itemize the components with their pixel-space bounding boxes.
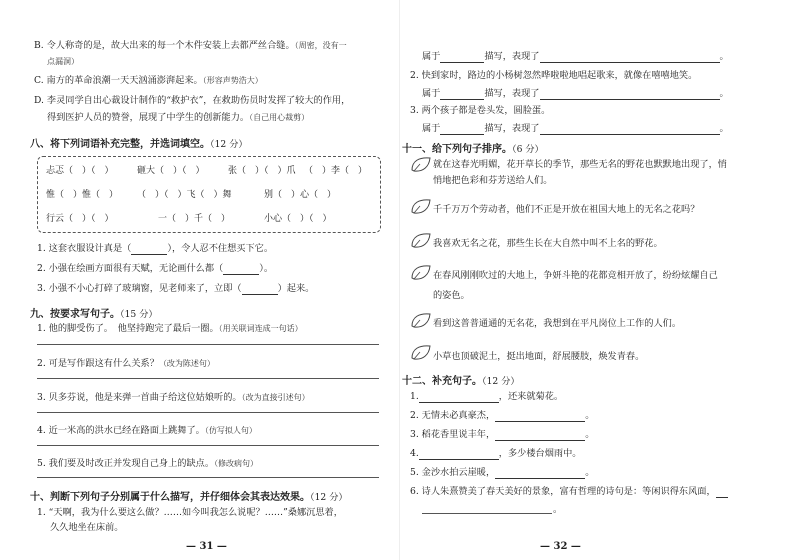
fill-blank[interactable]: [131, 244, 167, 255]
q10-title: 十、判断下列句子分别属于什么描写，并仔细体会其表达效果。: [30, 492, 310, 503]
q12-item-4-a: 4.: [410, 448, 419, 459]
q11-item-5: 看到这普普通通的无名花，我想到在平凡岗位上工作的人们。: [433, 318, 682, 329]
grid-cell: 惟（ ）惟（ ）: [46, 190, 119, 200]
answer-line[interactable]: [37, 344, 379, 345]
fill-blank[interactable]: [540, 52, 720, 63]
q9-item-3-text: 3. 贝多芬说，他是来弹一首曲子给这位姑娘听的。: [37, 392, 242, 403]
leaf-answer-box[interactable]: [410, 312, 432, 330]
q8-item-2-b: ）。: [259, 263, 274, 274]
q9-item-3: [37, 391, 310, 404]
q10-item-2: 2. 快到家时，路边的小杨树忽然哗啦啦地唱起歌来，就像在嘻嘻地笑。: [410, 70, 698, 81]
leaf-answer-box[interactable]: [410, 156, 432, 174]
q11-item-1: 就在这春光明媚，花开草长的季节，那些无名的野花也默默地出现了，悄: [433, 159, 727, 170]
q9-item-5-text: 5. 我们要及时改正并发现自己身上的缺点。: [37, 458, 215, 469]
q12-item-2: [410, 409, 594, 422]
fill-blank[interactable]: [495, 430, 585, 441]
fill-blank[interactable]: [419, 449, 499, 460]
leaf-answer-box[interactable]: [410, 198, 432, 216]
q10-fill-2: 属于 描写，表现了 。: [422, 88, 729, 99]
q7-option-b-note-cont: 点漏洞）: [47, 57, 79, 66]
fill-blank[interactable]: [419, 392, 499, 403]
q12-item-1-a: 1.: [410, 391, 419, 402]
q9-title: 九、按要求写句子。: [30, 309, 120, 320]
q10-heading: [30, 488, 348, 503]
fill-blank[interactable]: [440, 89, 484, 100]
q9-item-1-text: 1. 他的脚受伤了。 他坚持跑完了最后一圈。: [37, 323, 219, 334]
q11-title: 十一、给下列句子排序。: [402, 144, 512, 155]
q11-points: （6 分）: [512, 144, 544, 155]
fill-prefix: 属于: [422, 88, 441, 99]
q12-item-1-b: ，还来就菊花。: [498, 391, 564, 402]
grid-cell: 别（ ）心（ ）: [264, 190, 337, 200]
q11-item-4-cont: 的姿色。: [433, 290, 470, 301]
fill-blank[interactable]: [716, 487, 728, 498]
q7-option-b-text: B. 令人称奇的是，故大出来的每一个木件安装上去都严丝合缝。: [34, 40, 295, 51]
q11-item-6: 小草也顶破泥土，挺出地面，舒展腰肢，焕发青春。: [433, 351, 645, 362]
q12-item-3-b: 。: [585, 429, 595, 440]
q11-heading: [402, 140, 544, 155]
fill-middle: 描写，表现了: [484, 51, 540, 62]
q9-item-3-note: （改为直接引述句）: [241, 393, 310, 402]
q7-option-b-note: （周密，没有一: [294, 41, 347, 50]
q7-option-d-note: （自己用心裁剪）: [249, 113, 310, 122]
q9-item-5: [37, 457, 258, 470]
q9-item-1: [37, 322, 303, 335]
q12-item-3-a: 3. 稻花香里说丰年，: [410, 429, 496, 440]
q10-item-1: 1. “天啊，我为什么要这么做？……如今叫我怎么说呢？……”桑娜沉思着，: [37, 507, 343, 518]
q8-item-3: [37, 282, 314, 295]
q10-item-1-cont: 久久地坐在床前。: [50, 522, 124, 533]
page-32: [400, 0, 800, 560]
answer-line[interactable]: [422, 513, 552, 514]
q12-points: （12 分）: [482, 376, 520, 387]
q9-item-2: [37, 357, 215, 370]
q10-fill-1: 属于 描写，表现了 。: [422, 51, 729, 62]
q7-option-d-cont: [47, 111, 309, 124]
fill-blank[interactable]: [495, 468, 585, 479]
fill-blank[interactable]: [440, 124, 484, 135]
q10-item-3: 3. 两个孩子都是卷头发，圆脸蛋。: [410, 105, 551, 116]
leaf-answer-box[interactable]: [410, 232, 432, 250]
fill-blank[interactable]: [495, 411, 585, 422]
q9-points: （15 分）: [120, 309, 158, 320]
grid-cell: 小心（ ）（ ）: [264, 214, 332, 224]
q9-item-4: [37, 424, 257, 437]
answer-line[interactable]: [37, 477, 379, 478]
q9-item-2-text: 2. 可是写作跟这有什么关系？: [37, 358, 159, 369]
fill-blank[interactable]: [223, 264, 259, 275]
q12-title: 十二、补充句子。: [402, 376, 482, 387]
q8-item-2-a: 2. 小强在绘画方面很有天赋，无论画什么都（: [37, 263, 224, 274]
grid-cell: （ ）（ ）飞（ ）舞: [137, 190, 232, 200]
answer-line[interactable]: [37, 378, 379, 379]
q10-points: （12 分）: [310, 492, 348, 503]
q11-item-4: 在春风刚刚吹过的大地上，争妍斗艳的花都竞相开放了，纷纷炫耀自己: [433, 270, 718, 281]
fill-middle: 描写，表现了: [484, 88, 540, 99]
q9-item-4-note: （仿写拟人句）: [204, 426, 257, 435]
q12-item-5: [410, 466, 594, 479]
q7-option-d: D. 李灵同学自出心裁设计制作的“救护衣”，在救助伤员时发挥了较大的作用，: [34, 95, 351, 106]
q8-item-3-b: ）起来。: [277, 283, 315, 294]
leaf-answer-box[interactable]: [410, 264, 432, 282]
answer-line[interactable]: [37, 412, 379, 413]
q10-fill-3: 属于 描写，表现了 。: [422, 123, 729, 134]
fill-blank[interactable]: [540, 89, 720, 100]
q8-item-1-a: 1. 这套衣服设计真是（: [37, 243, 132, 254]
grid-cell: 忐忑（ ）（ ）: [46, 166, 114, 176]
grid-cell: 行云（ ）（ ）: [46, 214, 114, 224]
q8-item-1-b: ），令人忍不住想买下它。: [167, 243, 274, 254]
q9-item-1-note: （用关联词连成一句话）: [218, 324, 303, 333]
fill-middle: 描写，表现了: [484, 123, 540, 134]
q9-item-5-note: （修改病句）: [214, 459, 259, 468]
q12-item-4: [410, 447, 581, 460]
q11-item-1-cont: 悄地把色彩和芬芳送给人们。: [433, 175, 553, 186]
grid-cell: （ ）李（ ）: [304, 166, 368, 176]
q7-option-c-text: C. 南方的革命浪潮一天天汹涌澎湃起来。: [34, 75, 203, 86]
q11-item-2: 千千万万个劳动者，他们不正是开放在祖国大地上的无名之花吗？: [433, 204, 700, 215]
q7-option-c-note: （形容声势浩大）: [202, 76, 263, 85]
q8-heading: [30, 135, 248, 150]
q12-item-2-b: 。: [585, 410, 595, 421]
grid-cell: 砸大（ ）（ ）: [137, 166, 205, 176]
fill-prefix: 属于: [422, 51, 441, 62]
q12-item-4-b: ，多少楼台烟雨中。: [498, 448, 582, 459]
q8-item-2: [37, 262, 273, 275]
answer-line[interactable]: [37, 445, 379, 446]
q8-item-1: [37, 242, 273, 255]
q12-item-2-a: 2. 无情未必真豪杰，: [410, 410, 496, 421]
q7-option-c: [34, 74, 263, 87]
q9-item-4-text: 4. 近一米高的洪水已经在路面上跳舞了。: [37, 425, 205, 436]
fill-blank[interactable]: [242, 284, 278, 295]
q12-item-5-b: 。: [585, 467, 595, 478]
q9-heading: [30, 305, 158, 320]
q8-title: 八、将下列词语补充完整，并选词填空。: [30, 139, 210, 150]
q7-option-d-text: 得到医护人员的赞誉，展现了中学生的创新能力。: [47, 112, 250, 123]
leaf-answer-box[interactable]: [410, 344, 432, 362]
q12-item-6: [410, 485, 728, 498]
q12-item-6-end: 。: [553, 504, 563, 515]
fill-blank[interactable]: [440, 52, 484, 63]
q8-word-grid: [37, 156, 381, 233]
q9-item-2-note: （改为陈述句）: [158, 359, 215, 368]
q8-points: （12 分）: [210, 139, 248, 150]
fill-prefix: 属于: [422, 123, 441, 134]
grid-cell: 一（ ）千（ ）: [158, 214, 231, 224]
grid-cell: 张（ ）（ ）爪: [228, 166, 296, 176]
q12-item-5-a: 5. 金沙水拍云崖暖，: [410, 467, 496, 478]
q12-item-3: [410, 428, 594, 441]
q7-option-b: [34, 39, 347, 52]
fill-blank[interactable]: [540, 124, 720, 135]
q12-item-1: [410, 390, 563, 403]
q11-item-3: 我喜欢无名之花，那些生长在大自然中叫不上名的野花。: [433, 238, 663, 249]
page-number: — 31 —: [186, 541, 227, 552]
q12-heading: [402, 372, 520, 387]
page-number: — 32 —: [540, 541, 581, 552]
q12-item-6-a: 6. 诗人朱熹赞美了春天美好的景象，富有哲理的诗句是：等闲识得东风面，: [410, 486, 716, 497]
q8-item-3-a: 3. 小强不小心打碎了玻璃窗，见老师来了，立即（: [37, 283, 242, 294]
